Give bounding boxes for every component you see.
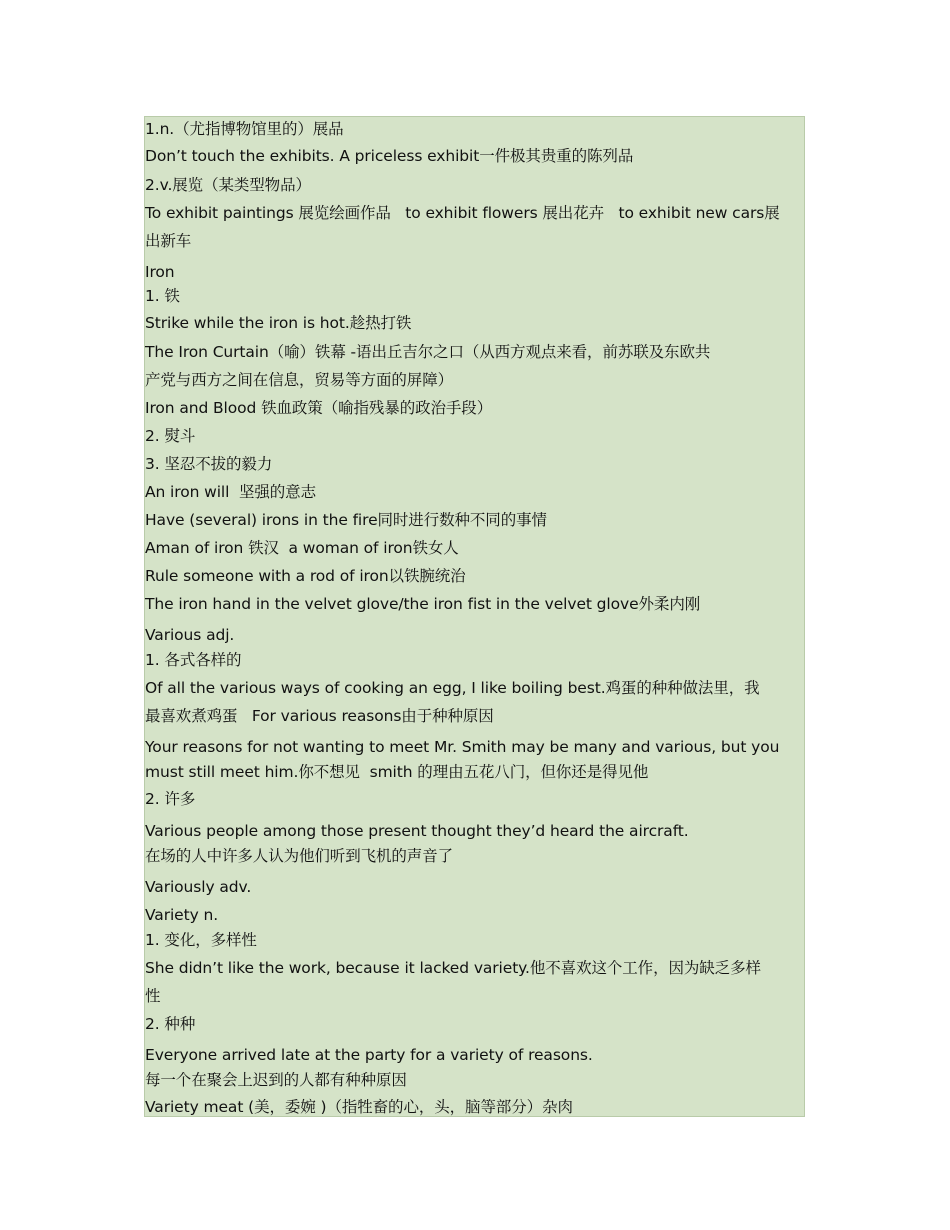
text-line: 1. 各式各样的 (145, 651, 242, 669)
text-line: 2. 熨斗 (145, 427, 196, 445)
text-line: She didn’t like the work, because it lacked variety.他不喜欢这个工作，因为缺乏多样 (145, 959, 761, 977)
text-line: Your reasons for not wanting to meet Mr. Smith may be many and various, but you (145, 738, 780, 756)
text-line: 性 (145, 987, 161, 1005)
text-line: An iron will 坚强的意志 (145, 483, 316, 501)
text-line: Don’t touch the exhibits. A priceless exhibit一件极其贵重的陈列品 (145, 147, 634, 165)
text-line: Rule someone with a rod of iron以铁腕统治 (145, 567, 466, 585)
text-line: 产党与西方之间在信息，贸易等方面的屏障） (145, 371, 454, 389)
text-line: To exhibit paintings 展览绘画作品 to exhibit flowers 展出花卉 to exhibit new cars展 (145, 204, 780, 222)
text-line: Iron (145, 263, 175, 281)
text-line: The Iron Curtain（喻）铁幕 -语出丘吉尔之口（从西方观点来看，前苏联及东欧共 (145, 343, 711, 361)
text-line: Of all the various ways of cooking an egg, I like boiling best.鸡蛋的种种做法里，我 (145, 679, 760, 697)
text-line: Variously adv. (145, 878, 252, 896)
text-line: 每一个在聚会上迟到的人都有种种原因 (145, 1071, 407, 1089)
text-line: 1. 变化，多样性 (145, 931, 257, 949)
text-line: 2. 种种 (145, 1015, 196, 1033)
text-line: must still meet him.你不想见 smith 的理由五花八门，但你还是得见他 (145, 763, 649, 781)
text-line: 在场的人中许多人认为他们听到飞机的声音了 (145, 847, 454, 865)
text-line: Everyone arrived late at the party for a variety of reasons. (145, 1046, 593, 1064)
text-line: Various people among those present thought they’d heard the aircraft. (145, 822, 689, 840)
text-line: Various adj. (145, 626, 235, 644)
text-line: Iron and Blood 铁血政策（喻指残暴的政治手段） (145, 399, 493, 417)
text-line: Variety meat (美，委婉 )（指牲畜的心，头，脑等部分）杂肉 (145, 1098, 573, 1116)
text-line: 出新车 (145, 232, 192, 250)
text-line: 3. 坚忍不拔的毅力 (145, 455, 273, 473)
text-line: 1. 铁 (145, 287, 180, 305)
text-line: Have (several) irons in the fire同时进行数种不同的事情 (145, 511, 547, 529)
text-line: 最喜欢煮鸡蛋 For various reasons由于种种原因 (145, 707, 494, 725)
text-line: 1.n.（尤指博物馆里的）展品 (145, 120, 344, 138)
text-line: 2. 许多 (145, 790, 196, 808)
text-line: Strike while the iron is hot.趁热打铁 (145, 314, 412, 332)
text-line: The iron hand in the velvet glove/the iron fist in the velvet glove外柔内刚 (145, 595, 701, 613)
text-line: 2.v.展览（某类型物品） (145, 176, 311, 194)
text-line: Aman of iron 铁汉 a woman of iron铁女人 (145, 539, 459, 557)
text-line: Variety n. (145, 906, 219, 924)
